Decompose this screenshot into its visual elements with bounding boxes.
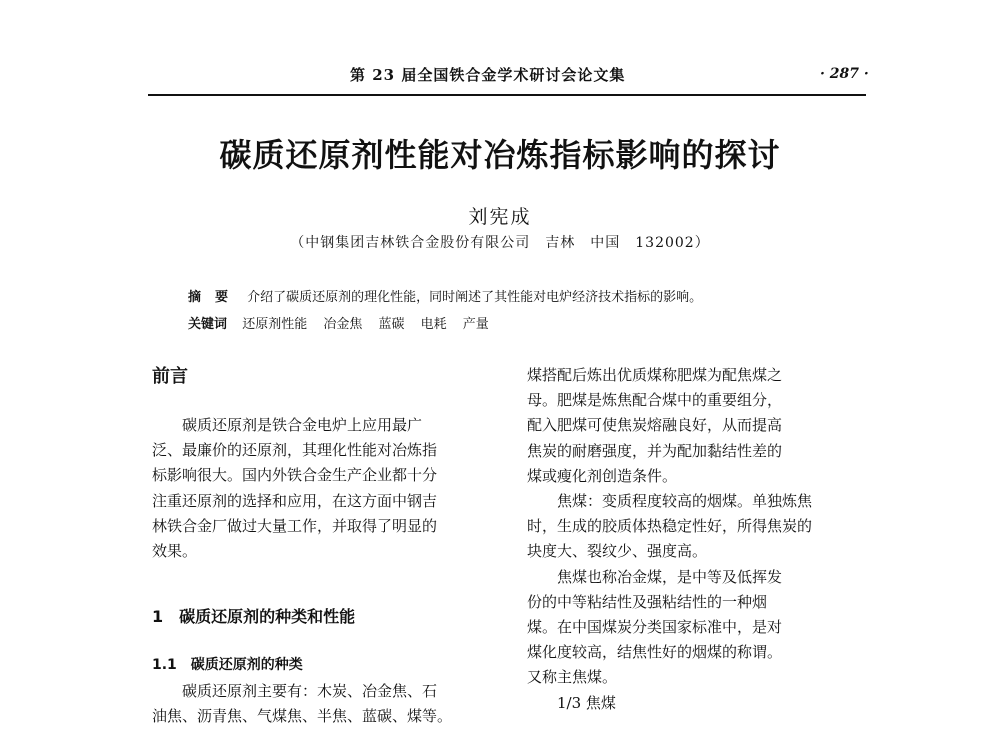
preface-heading: 前言 [152,366,188,387]
text-line: 碳质还原剂主要有：木炭、冶金焦、石 [182,682,438,700]
abstract-label: 摘要 [188,290,243,305]
text-line: 效果。 [152,542,198,561]
paper-affiliation: （中钢集团吉林铁合金股份有限公司 吉林 中国 132002） [290,235,710,251]
text-line: 焦炭的耐磨强度，并为配加黏结性差的 [527,441,783,460]
paper-author: 刘宪成 [468,206,532,228]
section-1-1-paragraph [152,679,452,729]
text-line: 碳质还原剂是铁合金电炉上应用最广 [182,416,423,434]
text-line: 煤。在中国煤炭分类国家标准中，是对 [527,618,783,637]
abstract [188,286,702,305]
text-line: 煤或瘦化剂创造条件。 [527,466,678,485]
abstract-text: 介绍了碳质还原剂的理化性能，同时阐述了其性能对电炉经济技术指标的影响。 [247,290,703,305]
text-line: 时，生成的胶质体热稳定性好，所得焦炭的 [527,517,813,536]
text-line: 又称主焦煤。 [527,668,618,687]
text-line: 1/3 焦煤 [557,693,616,712]
text-line: 配入肥煤可使焦炭熔融良好，从而提高 [527,416,783,435]
header-rule [148,94,866,96]
keywords-label: 关键词 [188,317,228,332]
text-line: 标影响很大。国内外铁合金生产企业都十分 [152,466,438,485]
text-line: 煤搭配后炼出优质煤称肥煤为配焦煤之 [527,366,783,384]
text-line: 注重还原剂的选择和应用，在这方面中钢吉 [152,491,438,510]
paper-title: 碳质还原剂性能对冶炼指标影响的探讨 [219,136,781,174]
text-line: 份的中等粘结性及强粘结性的一种烟 [527,592,768,611]
section-1-heading: 1 碳质还原剂的种类和性能 [152,607,356,626]
text-line: 块度大、裂纹少、强度高。 [527,542,708,561]
text-line: 焦煤：变质程度较高的烟煤。单独炼焦 [557,492,813,511]
keywords [188,313,489,332]
right-column [527,363,812,716]
text-line: 林铁合金厂做过大量工作，并取得了明显的 [152,516,438,535]
text-line: 母。肥煤是炼焦配合煤中的重要组分， [527,391,783,410]
section-1-1-heading: 1.1 碳质还原剂的种类 [152,657,303,673]
preface-paragraph [152,413,437,564]
text-line: 泛、最廉价的还原剂，其理化性能对冶炼指 [152,441,438,460]
text-line: 焦煤也称冶金煤，是中等及低挥发 [557,567,783,586]
text-line: 煤化度较高，结焦性好的烟煤的称谓。 [527,643,783,662]
page-number: · 287 · [820,66,869,82]
text-line: 油焦、沥青焦、气煤焦、半焦、蓝碳、煤等。 [152,707,453,726]
running-header: 第 23 届全国铁合金学术研讨会论文集 [350,66,626,84]
keywords-text: 还原剂性能 冶金焦 蓝碳 电耗 产量 [242,317,489,332]
